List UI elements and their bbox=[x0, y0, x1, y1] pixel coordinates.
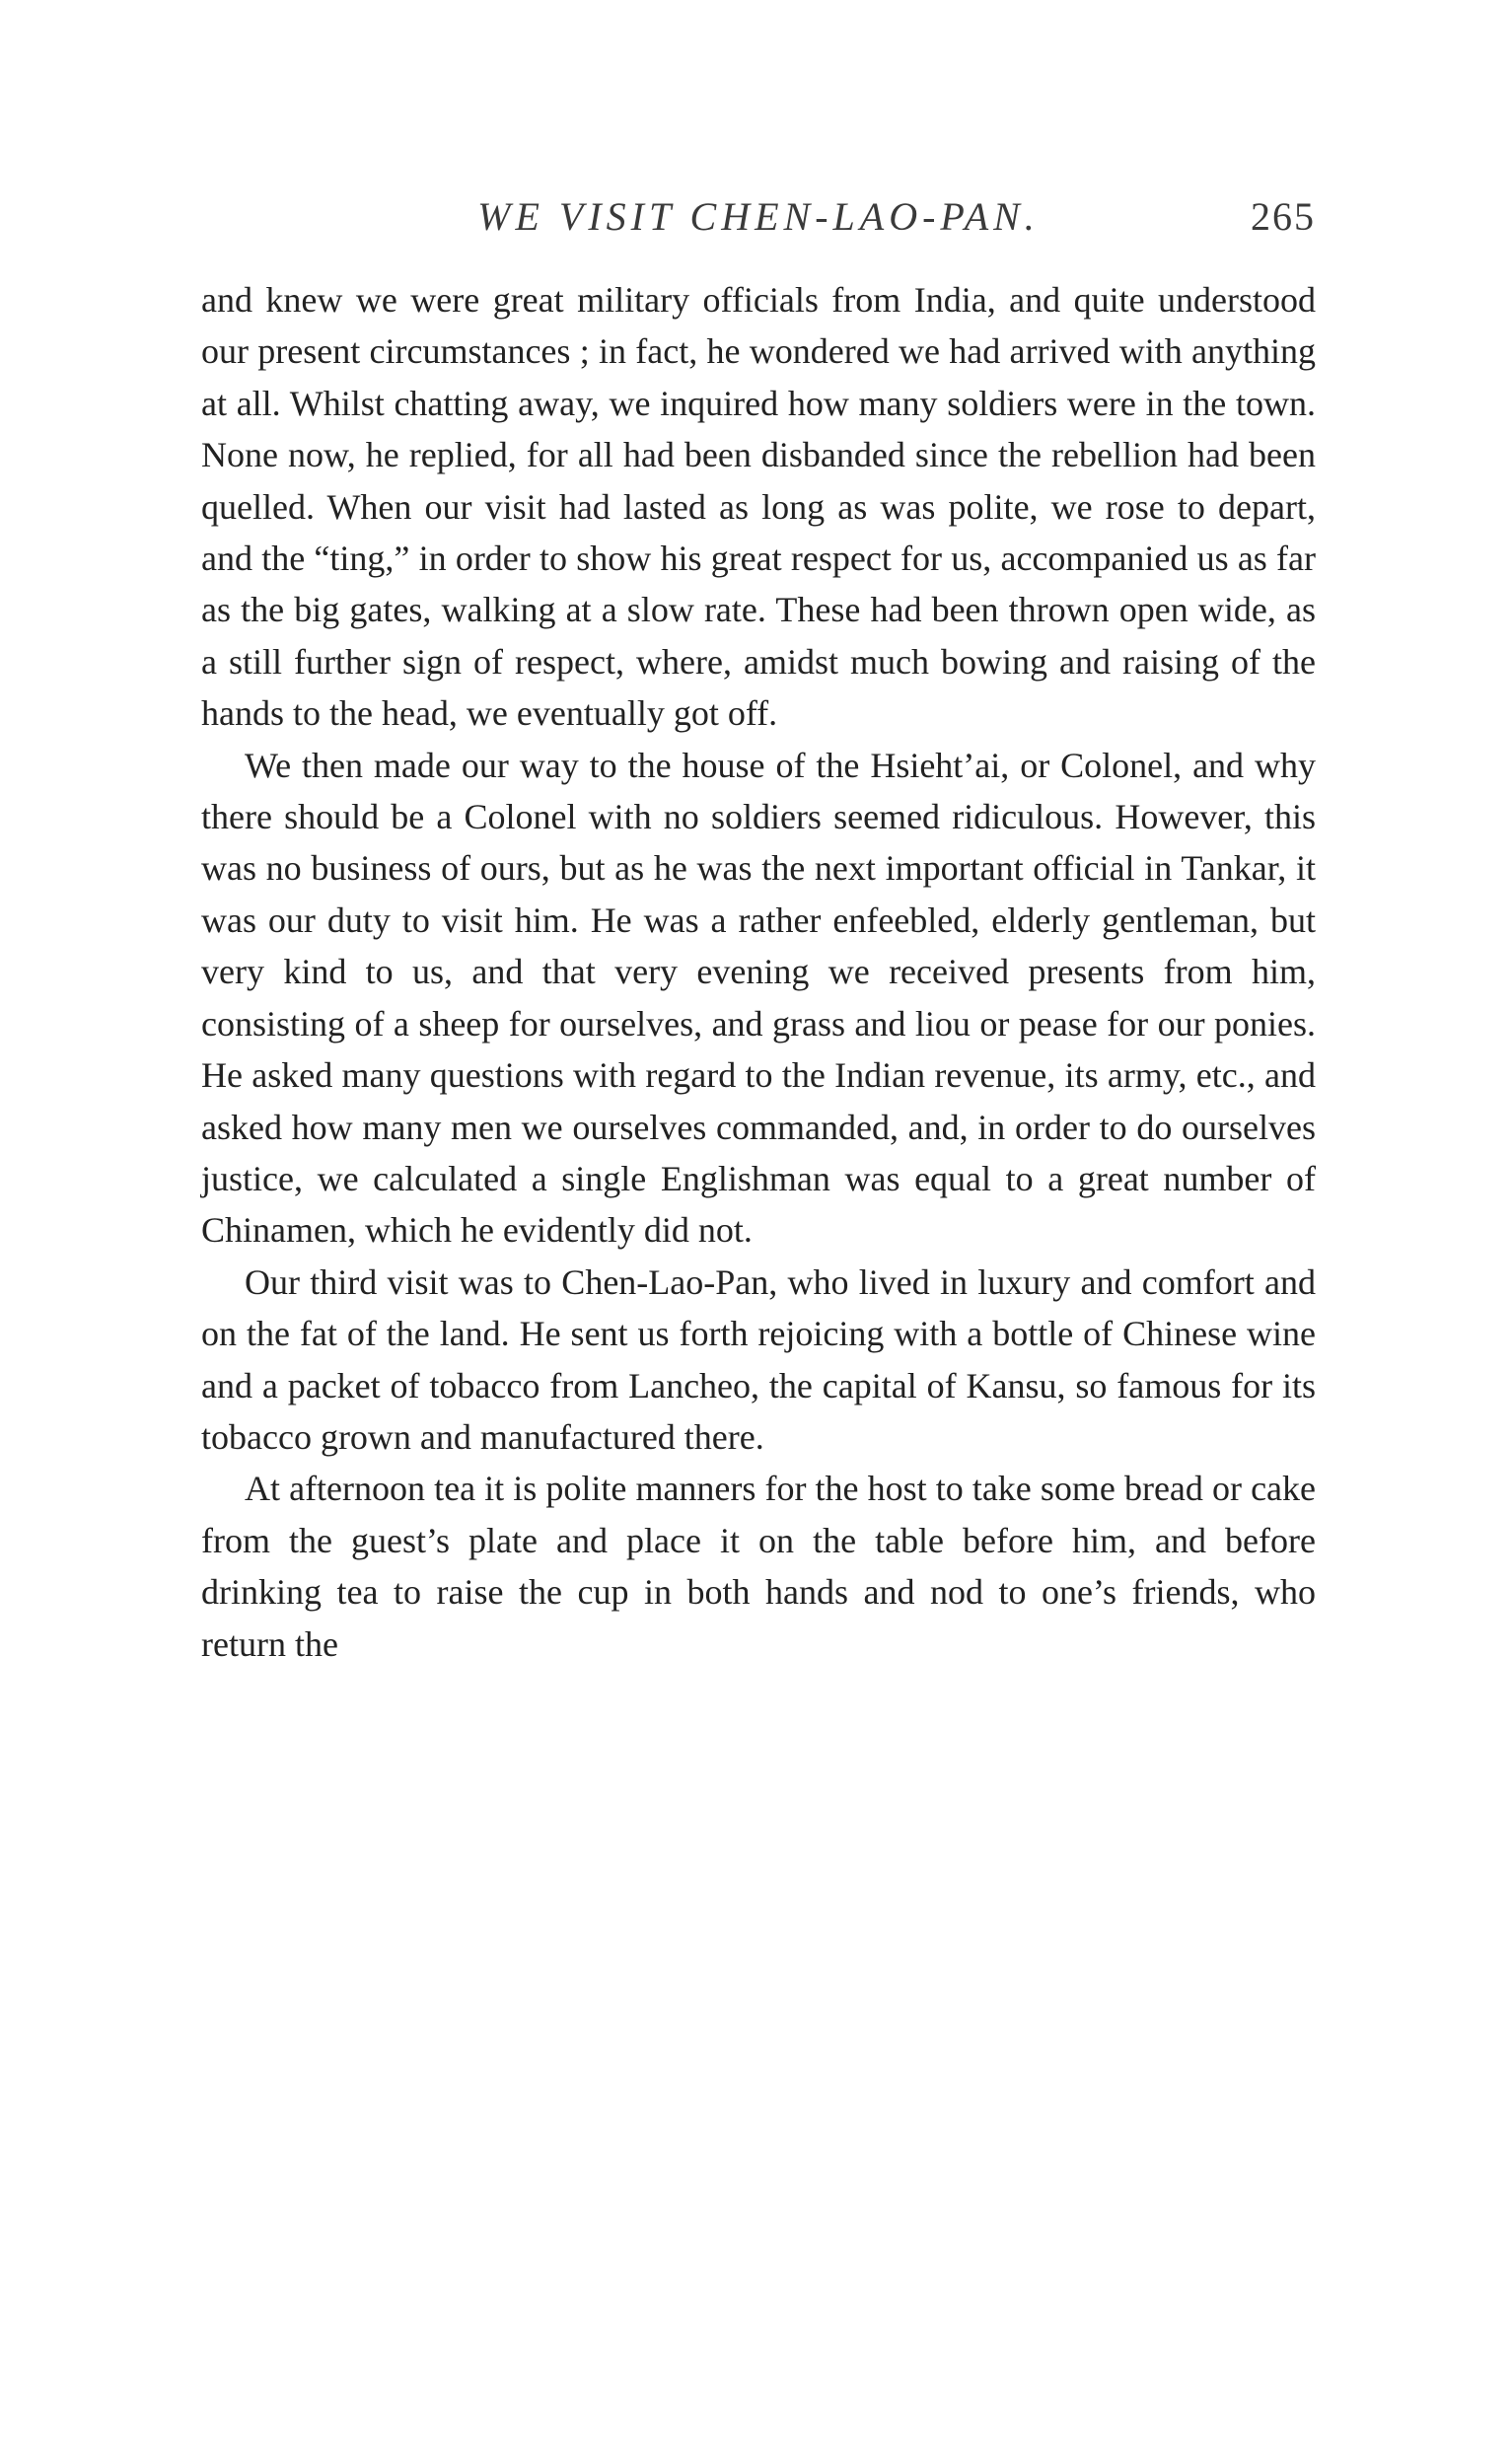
paragraph-3: Our third visit was to Chen-Lao-Pan, who lived in luxury and comfort and on the fat of the land. He sent us forth rejoicing with a bottle of Chinese wine and a packet of tobacco from Lancheo, the capital of Kansu, so famous for its tobacco grown and manufactured there. bbox=[201, 1261, 1316, 1457]
running-title: WE VISIT CHEN-LAO-PAN. bbox=[477, 194, 1040, 239]
page-number: 265 bbox=[1251, 194, 1316, 239]
text-body bbox=[201, 274, 1316, 1670]
paragraph-1: and knew we were great military officials from India, and quite understood our present circumstances ; in fact, he wondered we had arrived with anything at all. Whilst chatting away, we inquired how many soldiers were in the town. None now, he replied, for all had been disbanded since the rebellion had been quelled. When our visit had lasted as long as was polite, we rose to depart, and the “ting,” in order to show his great respect for us, accompanied us as far as the big gates, walking at a slow rate. These had been thrown open wide, as a still further sign of respect, where, amidst much bowing and raising of the hands to the head, we eventually got off. bbox=[201, 280, 1316, 734]
running-head bbox=[201, 193, 1316, 252]
paragraph-4: At afternoon tea it is polite manners for the host to take some bread or cake from the guest’s plate and place it on the table before him, and before drinking tea to raise the cup in both hands and nod to one’s friends, who return the bbox=[201, 1469, 1316, 1664]
paragraph-2: We then made our way to the house of the Hsieht’ai, or Colonel, and why there should be a Colonel with no soldiers seemed ridiculous. However, this was no business of ours, but as he was the next important official in Tankar, it was our duty to visit him. He was a rather enfeebled, elderly gentleman, but very kind to us, and that very evening we received presents from him, consisting of a sheep for ourselves, and grass and liou or pease for our ponies. He asked many questions with regard to the Indian revenue, its army, etc., and asked how many men we ourselves commanded, and, in order to do ourselves justice, we calculated a single Englishman was equal to a great number of Chinamen, which he evidently did not. bbox=[201, 745, 1316, 1251]
